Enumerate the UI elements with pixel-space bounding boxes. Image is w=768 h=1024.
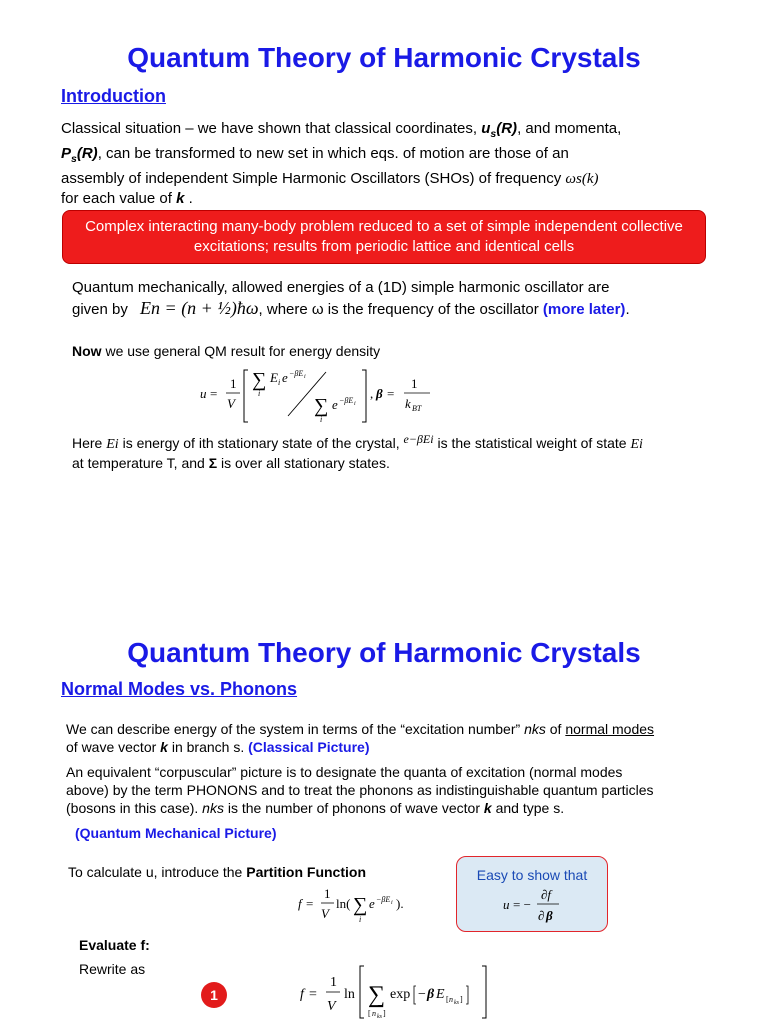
qm-picture-label: (Quantum Mechanical Picture) [75, 825, 277, 841]
slide2-paragraph-2: An equivalent “corpuscular” picture is to designate the quanta of excitation (normal modes above) by the term PHONONS and to treat the phonons as indistinguishable quantum particles (bosons in this case). nks is the number of phonons of wave vector k and type s. [66, 764, 654, 816]
svg-text:=: = [387, 386, 395, 401]
svg-text:β: β [546, 908, 553, 923]
slide1-paragraph-1: Classical situation – we have shown that classical coordinates, $u_s(R)$, and momenta, $P_s(R)$, can be transformed to new set in which eqs. of motion are those of an assembly of independent Simple Harmonic Oscillators (SHOs) of frequency ωs(k) for each value of k . [61, 120, 622, 207]
svg-text:]: ] [383, 1009, 386, 1018]
svg-text:−: − [418, 987, 426, 1002]
svg-text:∑: ∑ [353, 894, 368, 916]
svg-text:u: u [200, 386, 207, 401]
omega-symbol: ωs(k) [565, 171, 599, 187]
svg-text:i: i [320, 415, 323, 424]
svg-text:ks: ks [454, 1000, 459, 1006]
svg-text:i: i [359, 915, 362, 924]
evaluate-f-label: Evaluate f: [79, 937, 150, 953]
svg-text:,: , [370, 386, 374, 401]
key-point-callout: Complex interacting many-body problem reduced to a set of simple independent collective excitations; results from periodic lattice and identical cells [62, 210, 706, 264]
svg-text:exp: exp [390, 987, 411, 1002]
slide1-title: Quantum Theory of Harmonic Crystals [127, 42, 641, 73]
svg-text:n: n [449, 995, 453, 1004]
slide1-paragraph-4: Here Ei is energy of ith stationary state of the crystal, e−βEi is the statistical weight of state Ei at temperature T, and Σ is over all stationary states. [72, 432, 643, 471]
more-later-note: (more later) [542, 301, 626, 318]
partition-function-formula [296, 884, 426, 928]
classical-picture-label: (Classical Picture) [248, 739, 370, 755]
svg-text:=: = [210, 386, 218, 401]
svg-text:e: e [332, 397, 338, 412]
svg-text:V: V [227, 396, 235, 411]
easy-to-show-box [456, 856, 608, 932]
slide1-paragraph-2: Quantum mechanically, allowed energies of a (1D) simple harmonic oscillator are given by En = (n + ½)ħω, where ω is the frequency of the oscillator (more later). [72, 279, 630, 318]
slide1-section-heading: Introduction [61, 86, 166, 106]
slide2-paragraph-1: We can describe energy of the system in terms of the “excitation number” nks of normal modes of wave vector k in branch s. (Classical Picture) [66, 721, 655, 755]
svg-text:i: i [304, 374, 306, 380]
svg-text:E: E [270, 370, 278, 385]
svg-text:−βE: −βE [289, 369, 304, 378]
svg-text:ln: ln [344, 987, 355, 1002]
svg-text:β: β [427, 987, 435, 1002]
slide2-title: Quantum Theory of Harmonic Crystals [127, 637, 641, 668]
energy-density-formula [196, 364, 446, 430]
svg-text:=: = [309, 987, 317, 1002]
svg-text:f: f [298, 896, 302, 911]
svg-text:1: 1 [324, 886, 331, 901]
svg-text:∑: ∑ [368, 982, 386, 1008]
svg-text:−βE: −βE [339, 396, 354, 405]
svg-text:k: k [405, 396, 411, 411]
svg-text:=: = [306, 896, 314, 911]
svg-text:= −: = − [513, 897, 531, 912]
svg-text:1: 1 [330, 975, 337, 990]
svg-text:).: ). [396, 896, 404, 911]
rewrite-as-label: Rewrite as [79, 961, 146, 977]
rewritten-f-formula [298, 962, 498, 1022]
svg-text:]: ] [460, 995, 463, 1004]
svg-text:e: e [282, 370, 288, 385]
svg-text:e: e [369, 896, 375, 911]
svg-text:i: i [258, 389, 261, 398]
svg-text:n: n [372, 1009, 376, 1018]
svg-text:∂f: ∂f [541, 887, 552, 902]
svg-text:V: V [327, 999, 336, 1014]
slide2-section-heading: Normal Modes vs. Phonons [61, 679, 298, 699]
svg-text:f: f [300, 987, 304, 1002]
svg-text:V: V [321, 906, 329, 921]
svg-text:i: i [391, 900, 393, 906]
svg-text:u: u [503, 897, 510, 912]
svg-text:E: E [436, 987, 445, 1002]
svg-text:[: [ [446, 995, 449, 1004]
svg-text:ln(: ln( [336, 896, 351, 911]
easy-to-show-label: Easy to show that [476, 867, 588, 883]
energy-from-partition-formula [501, 885, 571, 927]
slide2-paragraph-3: To calculate u, introduce the Partition Function [68, 864, 366, 880]
svg-text:BT: BT [412, 404, 422, 413]
svg-text:β: β [376, 386, 383, 401]
svg-text:i: i [354, 401, 356, 407]
svg-text:1: 1 [411, 376, 418, 391]
svg-text:i: i [278, 378, 281, 387]
svg-text:∑: ∑ [252, 369, 267, 391]
svg-text:∑: ∑ [314, 395, 329, 417]
sho-energy-formula: En = (n + ½)ħω [140, 298, 259, 318]
svg-text:1: 1 [230, 376, 237, 391]
slide1-paragraph-3: Now we use general QM result for energy density [72, 343, 381, 359]
svg-text:∂: ∂ [538, 908, 545, 923]
svg-text:ks: ks [377, 1014, 382, 1020]
svg-text:[: [ [368, 1009, 371, 1018]
step-number-badge: 1 [201, 982, 227, 1008]
svg-text:−βE: −βE [376, 895, 391, 904]
